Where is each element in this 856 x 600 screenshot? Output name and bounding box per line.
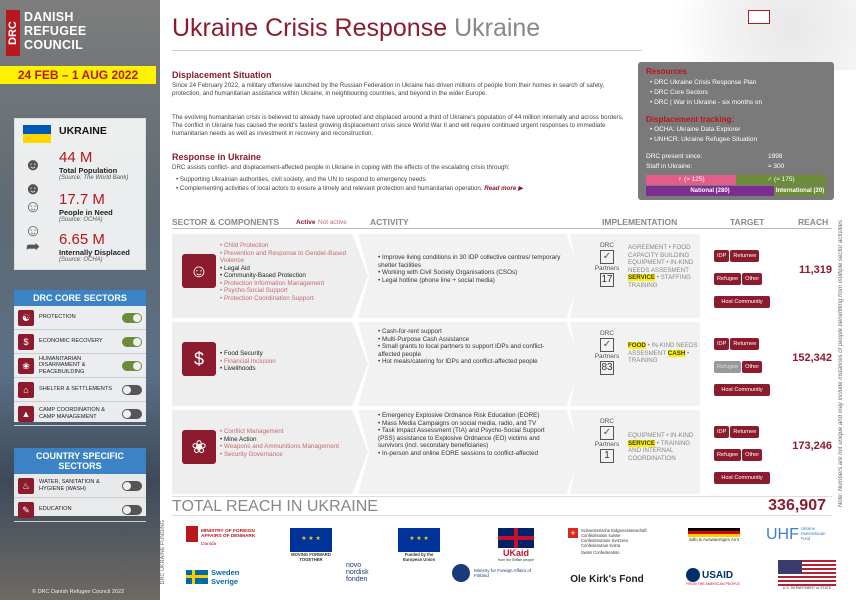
water-icon: ♨ <box>18 478 34 494</box>
page-title <box>172 14 540 43</box>
target-idp: IDP <box>714 426 729 438</box>
table-header <box>172 215 832 229</box>
activity: • Emergency Explosive Ordnance Risk Education (EORE) <box>378 412 563 420</box>
eu1-text: MOVING FORWARD TOGETHER <box>291 552 331 562</box>
legend-active: Active <box>296 219 316 226</box>
male-staff: ♂ (≈ 175) <box>736 175 826 185</box>
us-flag-icon <box>778 560 836 586</box>
swiss-text: Confédération suisse <box>581 533 621 538</box>
sector-toggle[interactable] <box>122 409 142 419</box>
response-intro: DRC assists conflict- and displacement-affected people in Ukraine in coping with the effects of the escalating crisis through: <box>172 164 510 171</box>
component: • Protection Information Management <box>220 280 350 288</box>
uhf-sub: Ukraine Humanitarian Fund <box>800 526 826 541</box>
country-box <box>14 118 146 270</box>
component: • Psycho-Social Support <box>220 287 350 295</box>
check-icon: ✓ <box>600 250 614 264</box>
component-active: • Legal Aid <box>220 265 350 273</box>
impl-highlight: SERVICE <box>628 439 656 447</box>
female-staff: ♀ (≈ 125) <box>646 175 736 185</box>
components <box>220 242 350 303</box>
sector-label: WATER, SANITATION & HYGIENE (WASH) <box>39 479 100 492</box>
header-divider <box>172 50 642 51</box>
legend-not-active: Not active <box>318 219 347 226</box>
sector-toggle[interactable] <box>122 313 142 323</box>
us-state-logo <box>778 560 836 590</box>
core-sectors-header: DRC CORE SECTORS <box>14 290 146 306</box>
partners-count: 1 <box>600 449 614 463</box>
cash-hand-icon: $ <box>182 342 216 376</box>
uhf-logo <box>766 526 836 544</box>
table-row-economic-recovery <box>172 322 832 408</box>
denmark-logo <box>186 526 256 547</box>
eu2-text: Funded by the European Union <box>402 552 436 562</box>
component: • Security Governance <box>220 451 350 459</box>
country-name: UKRAINE <box>59 125 107 137</box>
stat-label: Total Population <box>59 166 118 175</box>
resources-box <box>638 62 834 200</box>
sector-toggle[interactable] <box>122 337 142 347</box>
finland-logo <box>452 564 542 582</box>
activities <box>378 328 563 366</box>
staff-label: Staff in Ukraine: <box>646 163 693 170</box>
impl-highlight: SERVICE <box>628 274 656 282</box>
international-staff: International (20) <box>775 188 825 194</box>
component-active: • Community-Based Protection <box>220 272 350 280</box>
tracking-heading: Displacement tracking: <box>646 115 735 124</box>
stat-displaced <box>19 231 145 269</box>
denmark-sub: Danida <box>201 542 217 547</box>
sector-toggle[interactable] <box>122 361 142 371</box>
swiss-text: Confederaziun svizra <box>581 543 621 548</box>
ole-kirk-logo: Ole Kirk's Fond <box>570 574 644 585</box>
impl-text: EQUIPMENT • IN-KIND <box>628 432 694 439</box>
denmark-crest-icon <box>186 526 198 542</box>
sweden-flag-icon <box>186 570 208 584</box>
activity: • Small grants to local partners to support IDPs and conflict-affected people <box>378 343 563 358</box>
target-refugee: Refugee <box>714 361 741 373</box>
sector-label: PROTECTION <box>39 314 76 321</box>
link-text[interactable]: DRC Core Sectors <box>654 89 708 96</box>
activity: • Working with Civil Society Organisations (CSOs) <box>378 269 563 277</box>
activity: • Task Impact Assessment (TIA) and Psycho-Social Support (PSS) assistance to Explosive Ordnance (EO) victims and survivors (incl. secondary beneficiaries) <box>378 427 563 450</box>
drc-label: DRC <box>599 330 615 337</box>
target-groups <box>714 420 776 489</box>
component: • Protection Coordination Support <box>220 295 350 303</box>
tracking-link[interactable]: • OCHA: Ukraine Data Explorer <box>650 126 741 133</box>
resource-link[interactable]: • DRC Ukraine Crisis Response Plan <box>650 79 757 86</box>
component: • Prevention and Response to Gender-Based Violence <box>220 250 350 265</box>
implementation-drc <box>592 242 622 288</box>
dove-icon: ❀ <box>18 358 34 374</box>
sector-camp[interactable] <box>14 402 146 426</box>
displaced-icon: ➦ <box>25 237 41 256</box>
footnote-text: Note: Numbers are not unique and may include instances of people benefitting from multiple sector activities <box>838 220 844 508</box>
activity: • Cash-for-rent support <box>378 328 563 336</box>
activity: • Mass Media Campaigns on social media, radio, and TV <box>378 420 563 428</box>
swiss-text: Confederazione Svizzera <box>581 538 628 543</box>
component: • Child Protection <box>220 242 350 250</box>
sweden-logo <box>186 568 256 586</box>
staff-value: ≈ 300 <box>768 163 785 170</box>
target-returnee: Returnee <box>730 426 759 438</box>
novo-logo: novo nordisk fonden <box>346 562 369 583</box>
component: • Financial Inclusion <box>220 358 350 366</box>
stat-value: 6.65 M <box>59 231 105 248</box>
col-activity: ACTIVITY <box>370 217 409 227</box>
partners-label: Partners <box>594 265 620 272</box>
col-sector: SECTOR & COMPONENTS <box>172 217 280 227</box>
target-other: Other <box>742 449 762 461</box>
copyright: © DRC Danish Refugee Council 2022 <box>32 589 125 595</box>
col-target: TARGET <box>730 217 765 227</box>
target-refugee: Refugee <box>714 273 741 285</box>
stat-source: (Source: The World Bank) <box>59 175 129 181</box>
swiss-logo <box>568 528 664 555</box>
logo-name-2: REFUGEE <box>24 24 87 38</box>
sector-label: ECONOMIC RECOVERY <box>39 338 103 345</box>
people-in-need-icon: ☺☺ <box>24 197 42 240</box>
sector-label: CAMP COORDINATION & CAMP MANAGEMENT <box>39 407 105 420</box>
eu-logo-1 <box>290 528 332 562</box>
partners-label: Partners <box>594 353 620 360</box>
impl-text: • STAFFING TRAINING <box>628 274 691 289</box>
activities <box>378 254 563 284</box>
check-icon: ✓ <box>600 338 614 352</box>
activity: • In-person and online EORE sessions to conflict-affected <box>378 450 563 458</box>
table-row-disarmament <box>172 410 832 496</box>
usaid-text: USAID <box>702 569 734 581</box>
stat-population <box>19 149 145 198</box>
shelter-icon: ⌂ <box>18 382 34 398</box>
sidebar <box>0 0 160 600</box>
stat-source: (Source: OCHA) <box>59 257 103 263</box>
logo-name <box>24 10 87 52</box>
sector-toggle[interactable] <box>122 505 142 515</box>
read-more-link[interactable]: Read more ▶ <box>484 185 523 192</box>
logo-name-3: COUNCIL <box>24 38 84 52</box>
component-active: • Food Security <box>220 350 350 358</box>
stat-value: 17.7 M <box>59 191 105 208</box>
displacement-heading: Displacement Situation <box>172 70 272 80</box>
activity: • Improve living conditions in 30 IDP collective centres/ temporary shelter facilities <box>378 254 563 269</box>
ukraine-flag-icon <box>23 125 51 143</box>
sector-protection[interactable] <box>14 306 146 330</box>
camp-icon: ▲ <box>18 406 34 422</box>
ukaid-sub: from the British people <box>498 558 534 562</box>
target-host-community: Host Community <box>714 384 770 396</box>
sector-toggle[interactable] <box>122 481 142 491</box>
target-other: Other <box>742 273 762 285</box>
union-jack-icon <box>498 528 534 548</box>
sector-label: HUMANITARIAN DISARMAMENT & PEACEBUILDING <box>39 355 86 375</box>
eu-logo-2 <box>398 528 440 562</box>
denmark-text: MINISTRY OF FOREIGN AFFAIRS OF DENMARK <box>201 529 256 539</box>
finland-lion-icon <box>452 564 470 582</box>
resource-link[interactable]: • DRC | War in Ukraine - six months on <box>650 99 763 106</box>
drc-label: DRC <box>599 418 615 425</box>
table-row-protection <box>172 234 832 320</box>
link-text[interactable]: UNHCR: Ukraine Refugee Situation <box>654 136 758 143</box>
components <box>220 428 350 458</box>
stat-source: (Source: OCHA) <box>59 217 103 223</box>
germany-logo <box>688 528 740 542</box>
impl-text: • IN-KIND NEEDS ASSESMENT <box>628 342 698 357</box>
total-label: TOTAL REACH IN UKRAINE <box>172 498 378 515</box>
displacement-p2: The evolving humanitarian crisis is believed to already have uprooted and displaced around a third of Ukraine's population of 44 million internally and across borders. The conflict in Ukraine has caused the world's fastest growing displacement crisis since World War II and will require continued urgent responses to immediate humanitarian needs as well as investment in recovery and reconstruction. <box>172 114 624 137</box>
ukaid-text: UKaid <box>502 548 529 558</box>
activity: • Legal hotline (phone line + social media) <box>378 277 563 285</box>
sector-toggle[interactable] <box>122 385 142 395</box>
drc-logo[interactable] <box>6 10 154 66</box>
total-reach <box>172 496 832 516</box>
resources-heading: Resources <box>646 67 687 76</box>
target-idp: IDP <box>714 250 729 262</box>
gender-bar <box>646 175 826 185</box>
target-groups <box>714 332 776 401</box>
national-staff: National (280) <box>646 186 774 196</box>
link-text[interactable]: DRC | War in Ukraine - six months on <box>654 99 763 106</box>
eu-flag-icon <box>290 528 332 552</box>
reach-value: 11,319 <box>798 264 832 276</box>
reach-value: 173,246 <box>792 440 832 452</box>
target-refugee: Refugee <box>714 449 741 461</box>
component: • Conflict Management <box>220 428 350 436</box>
eu-flag-icon <box>398 528 440 552</box>
partners-count: 17 <box>601 274 613 285</box>
target-host-community: Host Community <box>714 472 770 484</box>
sector-wash[interactable] <box>14 474 146 498</box>
funding-label-text: DRC UKRAINE FUNDING <box>160 520 166 585</box>
activity: • Hot meals/catering for IDPs and conflict-affected people <box>378 358 563 366</box>
economic-recovery-icon: $ <box>18 334 34 350</box>
impl-text: AGREEMENT • FOOD CAPACITY BUILDING EQUIPMENT • IN-KIND NEEDS ASSESMENT <box>628 244 694 274</box>
date-range: 24 FEB – 1 AUG 2022 <box>0 66 156 84</box>
target-idp: IDP <box>714 338 729 350</box>
stat-value: 44 M <box>59 149 93 166</box>
dove-hand-icon: ❀ <box>182 430 216 464</box>
component-active: • Livelihoods <box>220 365 350 373</box>
component-active: • Mine Action <box>220 436 350 444</box>
total-value: 336,907 <box>768 497 826 514</box>
resource-link[interactable]: • DRC Core Sectors <box>650 89 708 96</box>
usaid-seal-icon <box>686 568 700 582</box>
present-since-label: DRC present since: <box>646 153 703 160</box>
protection-family-icon: ☺ <box>182 254 216 288</box>
sector-label: SHELTER & SETTLEMENTS <box>39 386 112 393</box>
sector-shelter[interactable] <box>14 378 146 402</box>
stat-label: People in Need <box>59 208 113 217</box>
uhf-text: UHF <box>766 526 799 543</box>
sector-disarmament[interactable] <box>14 354 146 378</box>
country-specific-sectors <box>14 448 146 516</box>
impl-highlight: CASH <box>667 349 686 357</box>
target-returnee: Returnee <box>730 338 759 350</box>
swiss-text: Schweizerische Eidgenossenschaft <box>581 528 647 533</box>
target-returnee: Returnee <box>730 250 759 262</box>
impl-text: • TRAINING <box>628 349 690 365</box>
staff-type-bar <box>646 186 826 196</box>
ukraine-map-marker <box>748 10 770 24</box>
swiss-cross-icon: + <box>568 528 578 538</box>
response-heading: Response in Ukraine <box>172 152 262 162</box>
logo-abbr: DRC <box>6 10 20 56</box>
target-host-community: Host Community <box>714 296 770 308</box>
reach-value: 152,342 <box>792 352 832 364</box>
usa-text: U.S. DEPARTMENT of STATE <box>782 586 832 590</box>
sector-label: EDUCATION <box>39 506 72 513</box>
swiss-text: Swiss Confederation <box>581 550 620 555</box>
implementation-modalities <box>628 244 700 290</box>
country-sectors-header: COUNTRY SPECIFIC SECTORS <box>14 448 146 474</box>
sweden-text: Sweden Sverige <box>211 568 240 586</box>
implementation-drc <box>592 330 622 376</box>
displacement-p1: Since 24 February 2022, a military offensive launched by the Russian Federation in Ukraine has driven millions of people from their homes in search of safety, protection, and humanitarian assistance within Ukraine, in neighbouring countries, and beyond in the wider Europe. <box>172 82 605 97</box>
implementation-drc <box>592 418 622 464</box>
sector-education[interactable] <box>14 498 146 522</box>
component: • Weapons and Ammunitions Management <box>220 443 350 451</box>
title-sub: Ukraine <box>454 14 541 42</box>
impl-text: • TRAINING AND INTERNAL COORDINATION <box>628 439 691 462</box>
partners-label: Partners <box>594 441 620 448</box>
core-sectors <box>14 290 146 422</box>
drc-label: DRC <box>599 242 615 249</box>
education-icon: ✎ <box>18 502 34 518</box>
protection-icon: ☯ <box>18 310 34 326</box>
bullet-text: Supporting Ukrainian authorities, civil society, and the UN to respond to emergency needs <box>179 176 426 183</box>
col-reach: REACH <box>798 217 829 227</box>
check-icon: ✓ <box>600 426 614 440</box>
implementation-modalities <box>628 432 700 462</box>
logo-name-1: DANISH <box>24 10 74 24</box>
response-bullet: • Supporting Ukrainian authorities, civil society, and the UN to respond to emergency needs <box>176 176 426 183</box>
target-other: Other <box>742 361 762 373</box>
response-bullet: • Complementing activities of local actors to ensure a timely and relevant protection and humanitarian operation. Read more ▶ <box>176 185 523 192</box>
activities <box>378 412 563 457</box>
finland-text: Ministry for Foreign Affairs of Finland <box>474 568 532 578</box>
ukaid-logo <box>498 528 534 562</box>
footnote <box>838 220 852 520</box>
population-icon: ☻☻ <box>24 155 42 198</box>
germany-text: ädlü & Auswaertiges Amt <box>689 537 739 542</box>
partners-count: 83 <box>601 362 613 373</box>
usaid-logo <box>686 568 742 586</box>
stat-label: Internally Displaced <box>59 248 130 257</box>
link-text[interactable]: OCHA: Ukraine Data Explorer <box>654 126 741 133</box>
tracking-link[interactable]: • UNHCR: Ukraine Refugee Situation <box>650 136 758 143</box>
usaid-sub: FROM THE AMERICAN PEOPLE <box>686 582 740 586</box>
col-implementation: IMPLEMENTATION <box>602 217 678 227</box>
bullet-text: Complementing activities of local actors to ensure a timely and relevant protection and humanitarian operation. <box>179 185 483 192</box>
sector-economic-recovery[interactable] <box>14 330 146 354</box>
title-main: Ukraine Crisis Response <box>172 14 448 42</box>
implementation-modalities <box>628 342 700 365</box>
activity: • Multi-Purpose Cash Assistance <box>378 336 563 344</box>
present-since-value: 1998 <box>768 153 783 160</box>
impl-highlight: FOOD <box>628 342 646 349</box>
components <box>220 350 350 373</box>
funding-label <box>160 520 174 598</box>
target-groups <box>714 244 776 313</box>
link-text[interactable]: DRC Ukraine Crisis Response Plan <box>654 79 757 86</box>
